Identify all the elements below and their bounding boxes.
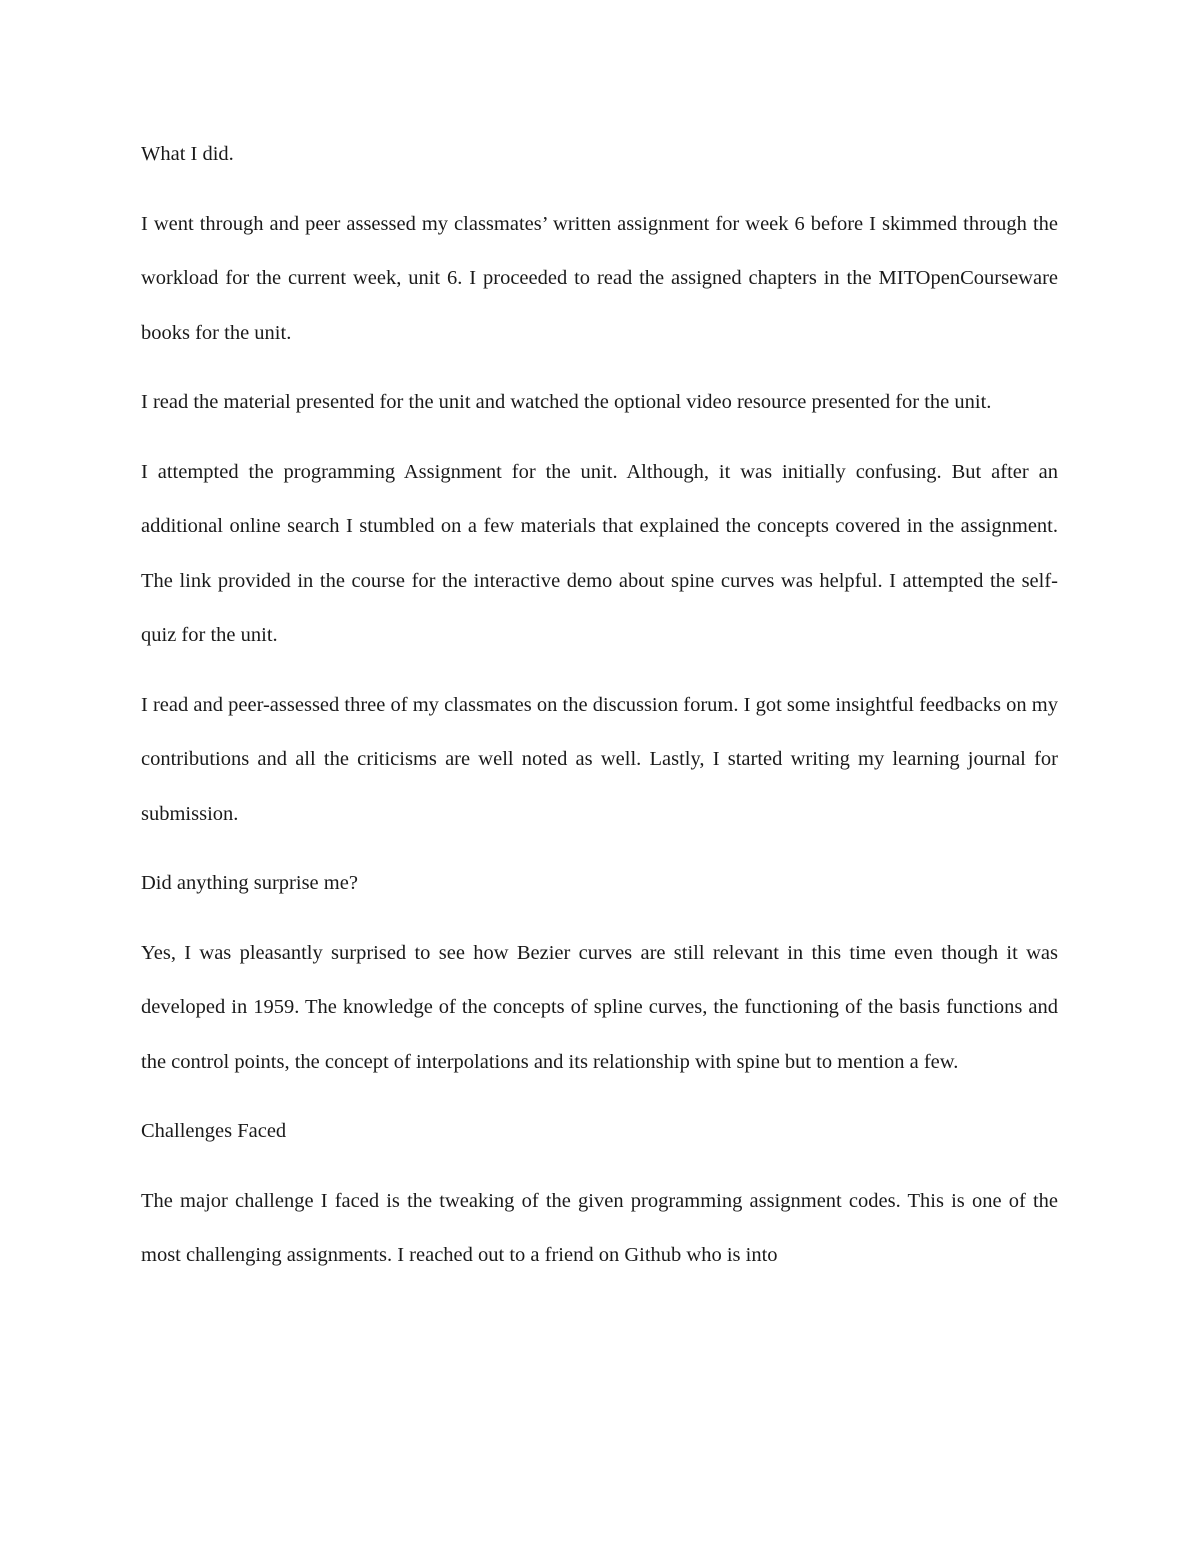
paragraph-bezier-curves: Yes, I was pleasantly surprised to see how Bezier curves are still relevant in this time even though it was developed in 1959. The knowledge of the concepts of spline curves, the functioning of the basis functions and the control points, the concept of interpolations and its relationship with spine but to mention a few. xyxy=(141,941,1058,1073)
document-body xyxy=(141,127,1058,1298)
section-heading-what-i-did: What I did. xyxy=(141,143,234,165)
paragraph-reading-material: I read the material presented for the unit and watched the optional video resource presented for the unit. xyxy=(141,391,992,413)
paragraph-discussion-forum: I read and peer-assessed three of my classmates on the discussion forum. I got some insightful feedbacks on my contributions and all the criticisms are well noted as well. Lastly, I started writing my learning journal for submission. xyxy=(141,693,1058,825)
paragraph-peer-assessment: I went through and peer assessed my classmates’ written assignment for week 6 before I skimmed through the workload for the current week, unit 6. I proceeded to read the assigned chapters in the MITOpenCourseware books for the unit. xyxy=(141,212,1058,344)
paragraph-major-challenge: The major challenge I faced is the tweaking of the given programming assignment codes. This is one of the most challenging assignments. I reached out to a friend on Github who is into xyxy=(141,1189,1058,1266)
section-heading-surprise: Did anything surprise me? xyxy=(141,872,358,894)
paragraph-programming-assignment: I attempted the programming Assignment for the unit. Although, it was initially confusing. But after an additional online search I stumbled on a few materials that explained the concepts covered in the assignment. The link provided in the course for the interactive demo about spine curves was helpful. I attempted the self-quiz for the unit. xyxy=(141,460,1058,646)
section-heading-challenges: Challenges Faced xyxy=(141,1120,287,1142)
